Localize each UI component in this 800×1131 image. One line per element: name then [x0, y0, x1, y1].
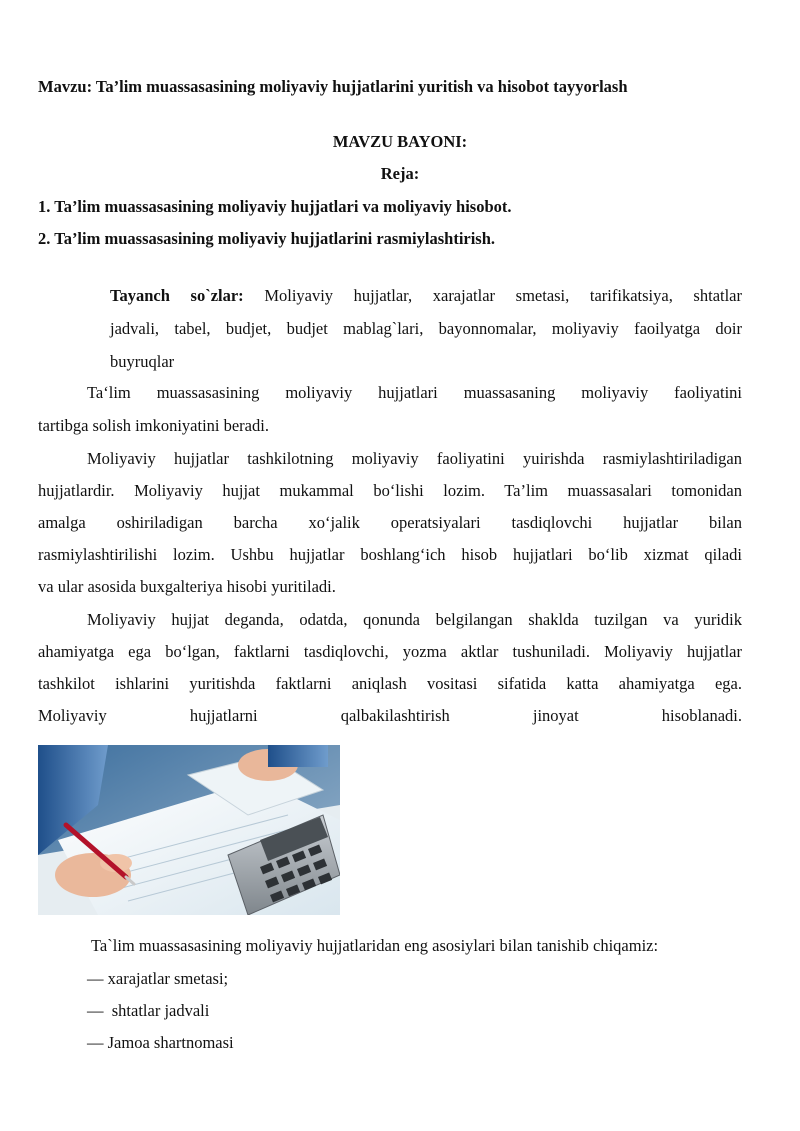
- paragraph-3-line: ahamiyatga ega bo‘lgan, faktlarni tasdiqlovchi, yozma aktlar tushuniladi. Moliyaviy hujjatlar: [38, 642, 742, 661]
- paragraph-2-line: va ular asosida buxgalteriya hisobi yuritiladi.: [38, 577, 336, 596]
- paragraph-3-line: Moliyaviy hujjat deganda, odatda, qonunda belgilangan shaklda tuzilgan va yuridik: [87, 610, 742, 629]
- paragraph-1-line: Ta‘lim muassasasining moliyaviy hujjatlari muassasaning moliyaviy faoliyatini: [87, 383, 742, 402]
- paragraph-2-line: rasmiylashtirilishi lozim. Ushbu hujjatlar boshlang‘ich hisob hujjatlari bo‘lib xizmat qiladi: [38, 545, 742, 564]
- plan-heading: Reja:: [380, 164, 420, 183]
- paragraph-1-line: tartibga solish imkoniyatini beradi.: [38, 416, 269, 435]
- paragraph-3-line: tashkilot ishlarini yuritishda faktlarni aniqlash vositasi sifatida katta ahamiyatga ega.: [38, 674, 742, 693]
- paragraph-3-line: Moliyaviy hujjatlarni qalbakilashtirish jinoyat hisoblanadi.: [38, 706, 742, 725]
- intro-line: Ta`lim muassasasining moliyaviy hujjatlaridan eng asosiylari bilan tanishib chiqamiz:: [91, 936, 659, 955]
- plan-item: 1. Ta’lim muassasasining moliyaviy hujjatlari va moliyaviy hisobot.: [38, 197, 512, 216]
- keywords-text: Moliyaviy hujjatlar, xarajatlar smetasi, tarifikatsiya, shtatlar: [264, 286, 743, 305]
- paragraph-2-line: amalga oshiriladigan barcha xo‘jalik operatsiyalari tasdiqlovchi hujjatlar bilan: [38, 513, 742, 532]
- keywords-line-3: buyruqlar: [110, 352, 175, 371]
- keywords-label: Tayanch so`zlar:: [110, 286, 244, 305]
- list-item: — xarajatlar smetasi;: [87, 969, 229, 988]
- list-item: — Jamoa shartnomasi: [87, 1033, 234, 1052]
- section-heading: MAVZU BAYONI:: [332, 132, 468, 151]
- photo-hand-writing-documents-calculator-icon: [38, 745, 340, 915]
- keywords-line-2: jadvali, tabel, budjet, budjet mablag`lari, bayonnomalar, moliyaviy faoilyatga doir: [110, 319, 742, 338]
- paragraph-2-line: hujjatlardir. Moliyaviy hujjat mukammal bo‘lishi lozim. Ta’lim muassasalari tomonidan: [38, 481, 742, 500]
- list-item: — shtatlar jadvali: [87, 1001, 210, 1020]
- document-title: Mavzu: Ta’lim muassasasining moliyaviy hujjatlarini yuritish va hisobot tayyorlash: [38, 77, 628, 96]
- paragraph-2-line: Moliyaviy hujjatlar tashkilotning moliyaviy faoliyatini yuirishda rasmiylashtiriladigan: [87, 449, 742, 468]
- plan-item: 2. Ta’lim muassasasining moliyaviy hujjatlarini rasmiylashtirish.: [38, 229, 496, 248]
- keywords-line-1: [110, 286, 742, 306]
